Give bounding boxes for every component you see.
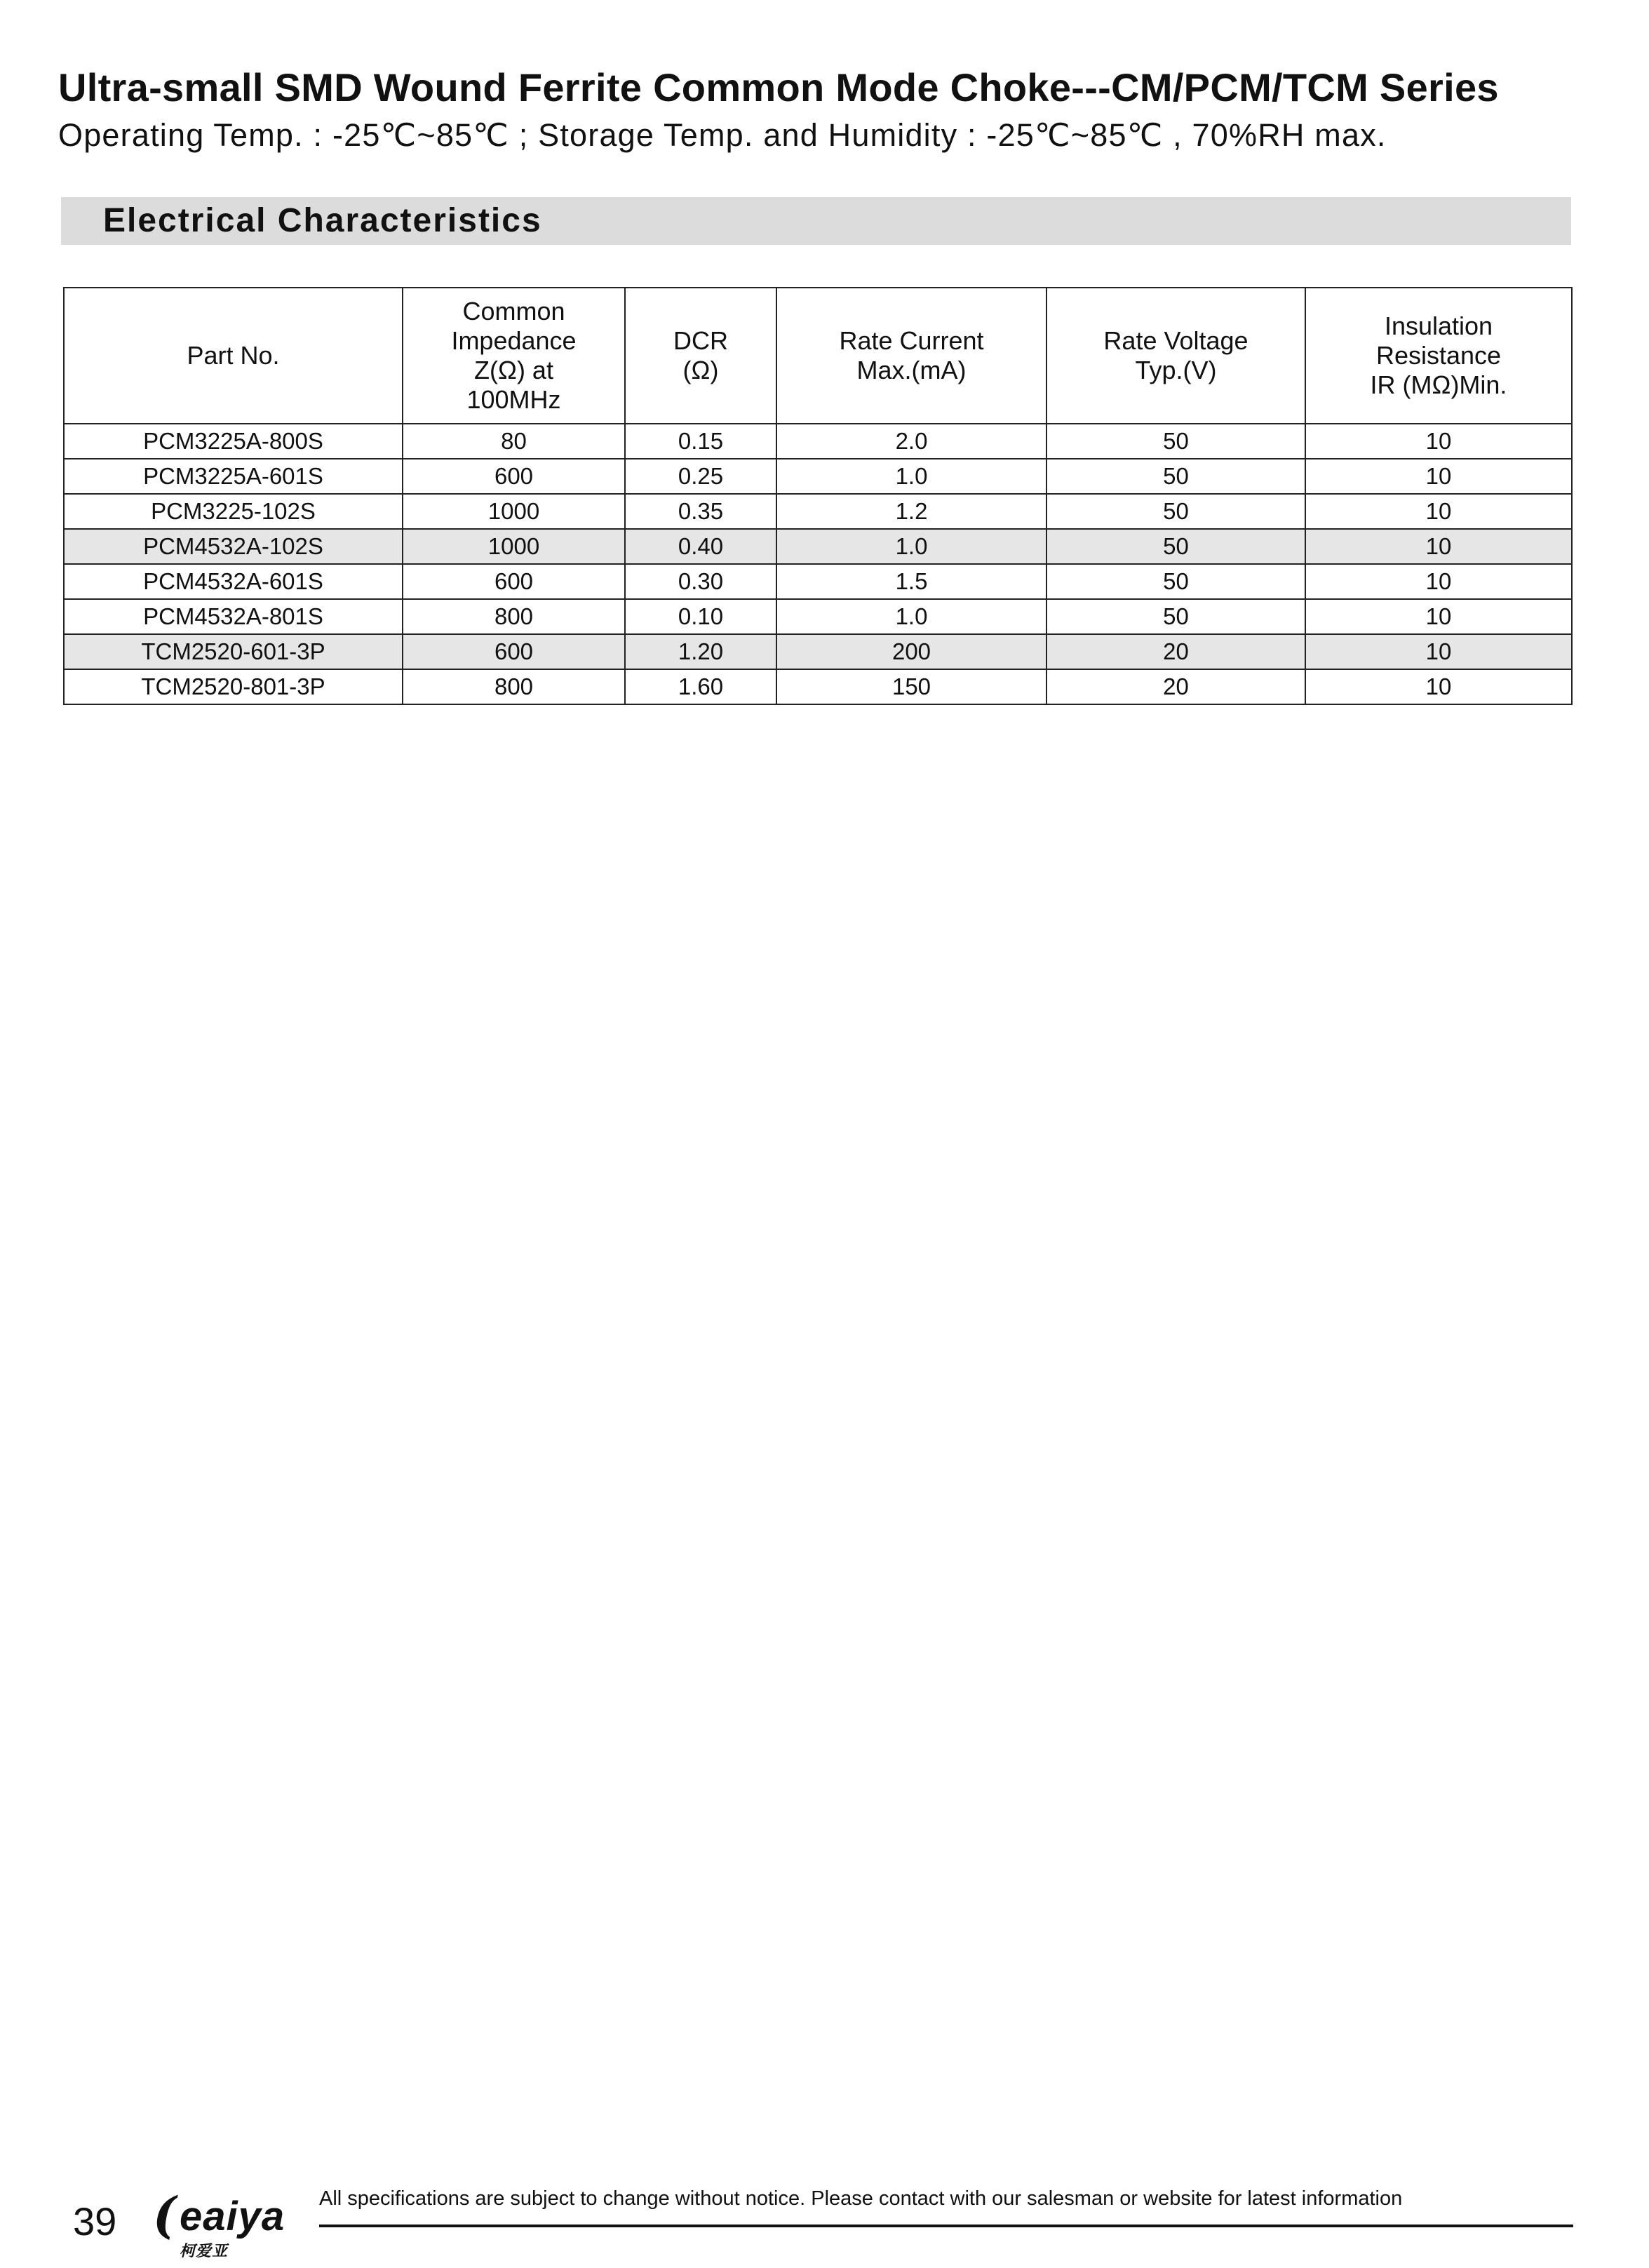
footer-disclaimer: All specifications are subject to change without notice. Please contact with our salesman or website for latest information [319, 2187, 1403, 2210]
operating-conditions: Operating Temp. : -25℃~85℃ ; Storage Temp. and Humidity : -25℃~85℃ , 70%RH max. [58, 117, 1387, 153]
cell-impedance: 1000 [403, 529, 625, 564]
cell-insulation: 10 [1305, 599, 1572, 634]
page-title: Ultra-small SMD Wound Ferrite Common Mode Choke---CM/PCM/TCM Series [58, 65, 1499, 109]
header-line: (Ω) [682, 356, 719, 384]
cell-dcr: 0.15 [625, 424, 776, 459]
cell-rate-voltage: 50 [1046, 494, 1305, 529]
cell-impedance: 800 [403, 669, 625, 704]
logo-wordmark: eaiya [180, 2194, 285, 2239]
cell-insulation: 10 [1305, 494, 1572, 529]
cell-part-no: TCM2520-801-3P [64, 669, 403, 704]
header-common-impedance [403, 288, 625, 424]
cell-insulation: 10 [1305, 529, 1572, 564]
cell-part-no: PCM3225-102S [64, 494, 403, 529]
section-header-bar [61, 197, 1571, 245]
header-line: Max.(mA) [856, 356, 967, 384]
header-line: 100MHz [466, 385, 561, 414]
cell-rate-current: 2.0 [776, 424, 1046, 459]
cell-dcr: 1.20 [625, 634, 776, 669]
table-row [64, 529, 1572, 564]
header-line: Insulation [1384, 311, 1493, 340]
cell-part-no: PCM4532A-601S [64, 564, 403, 599]
header-line: Part No. [187, 341, 280, 370]
cell-dcr: 0.35 [625, 494, 776, 529]
header-dcr [625, 288, 776, 424]
cell-dcr: 0.25 [625, 459, 776, 494]
cell-rate-current: 1.5 [776, 564, 1046, 599]
cell-rate-voltage: 20 [1046, 669, 1305, 704]
cell-rate-current: 1.0 [776, 459, 1046, 494]
cell-dcr: 0.30 [625, 564, 776, 599]
header-line: DCR [673, 326, 728, 355]
company-logo [153, 2183, 286, 2262]
header-insulation-resistance [1305, 288, 1572, 424]
table-row [64, 599, 1572, 634]
table-row [64, 669, 1572, 704]
cell-impedance: 600 [403, 459, 625, 494]
table-row [64, 634, 1572, 669]
header-part-no [64, 288, 403, 424]
cell-insulation: 10 [1305, 424, 1572, 459]
cell-dcr: 0.10 [625, 599, 776, 634]
table-row [64, 459, 1572, 494]
cell-impedance: 80 [403, 424, 625, 459]
cell-rate-voltage: 50 [1046, 459, 1305, 494]
electrical-characteristics-table [63, 287, 1573, 705]
section-title: Electrical Characteristics [103, 202, 542, 239]
cell-insulation: 10 [1305, 634, 1572, 669]
cell-insulation: 10 [1305, 564, 1572, 599]
page-number: 39 [73, 2199, 117, 2243]
table-row [64, 494, 1572, 529]
cell-rate-current: 1.0 [776, 529, 1046, 564]
cell-rate-voltage: 50 [1046, 424, 1305, 459]
cell-rate-current: 150 [776, 669, 1046, 704]
cell-dcr: 1.60 [625, 669, 776, 704]
table-row [64, 564, 1572, 599]
header-rate-current [776, 288, 1046, 424]
logo-swash-icon: ( [153, 2186, 177, 2244]
logo-chinese-name: 柯爱亚 [180, 2242, 229, 2260]
cell-rate-current: 200 [776, 634, 1046, 669]
footer-divider [319, 2225, 1573, 2227]
header-line: Typ.(V) [1135, 356, 1217, 384]
cell-insulation: 10 [1305, 669, 1572, 704]
header-line: Impedance [451, 326, 577, 355]
cell-part-no: PCM4532A-102S [64, 529, 403, 564]
cell-impedance: 600 [403, 634, 625, 669]
header-line: Resistance [1375, 341, 1502, 370]
cell-part-no: PCM3225A-601S [64, 459, 403, 494]
header-line: Rate Current [839, 326, 984, 355]
header-rate-voltage [1046, 288, 1305, 424]
cell-part-no: PCM4532A-801S [64, 599, 403, 634]
cell-part-no: PCM3225A-800S [64, 424, 403, 459]
cell-impedance: 1000 [403, 494, 625, 529]
cell-dcr: 0.40 [625, 529, 776, 564]
header-line: Z(Ω) at [474, 356, 553, 384]
cell-impedance: 800 [403, 599, 625, 634]
cell-impedance: 600 [403, 564, 625, 599]
cell-rate-voltage: 50 [1046, 564, 1305, 599]
cell-rate-voltage: 20 [1046, 634, 1305, 669]
cell-rate-voltage: 50 [1046, 599, 1305, 634]
header-line: Rate Voltage [1103, 326, 1248, 355]
cell-rate-current: 1.2 [776, 494, 1046, 529]
cell-part-no: TCM2520-601-3P [64, 634, 403, 669]
header-line: IR (MΩ)Min. [1370, 370, 1507, 399]
table-header-row [64, 288, 1572, 424]
cell-rate-voltage: 50 [1046, 529, 1305, 564]
table-row [64, 424, 1572, 459]
cell-insulation: 10 [1305, 459, 1572, 494]
header-line: Common [462, 297, 565, 326]
cell-rate-current: 1.0 [776, 599, 1046, 634]
